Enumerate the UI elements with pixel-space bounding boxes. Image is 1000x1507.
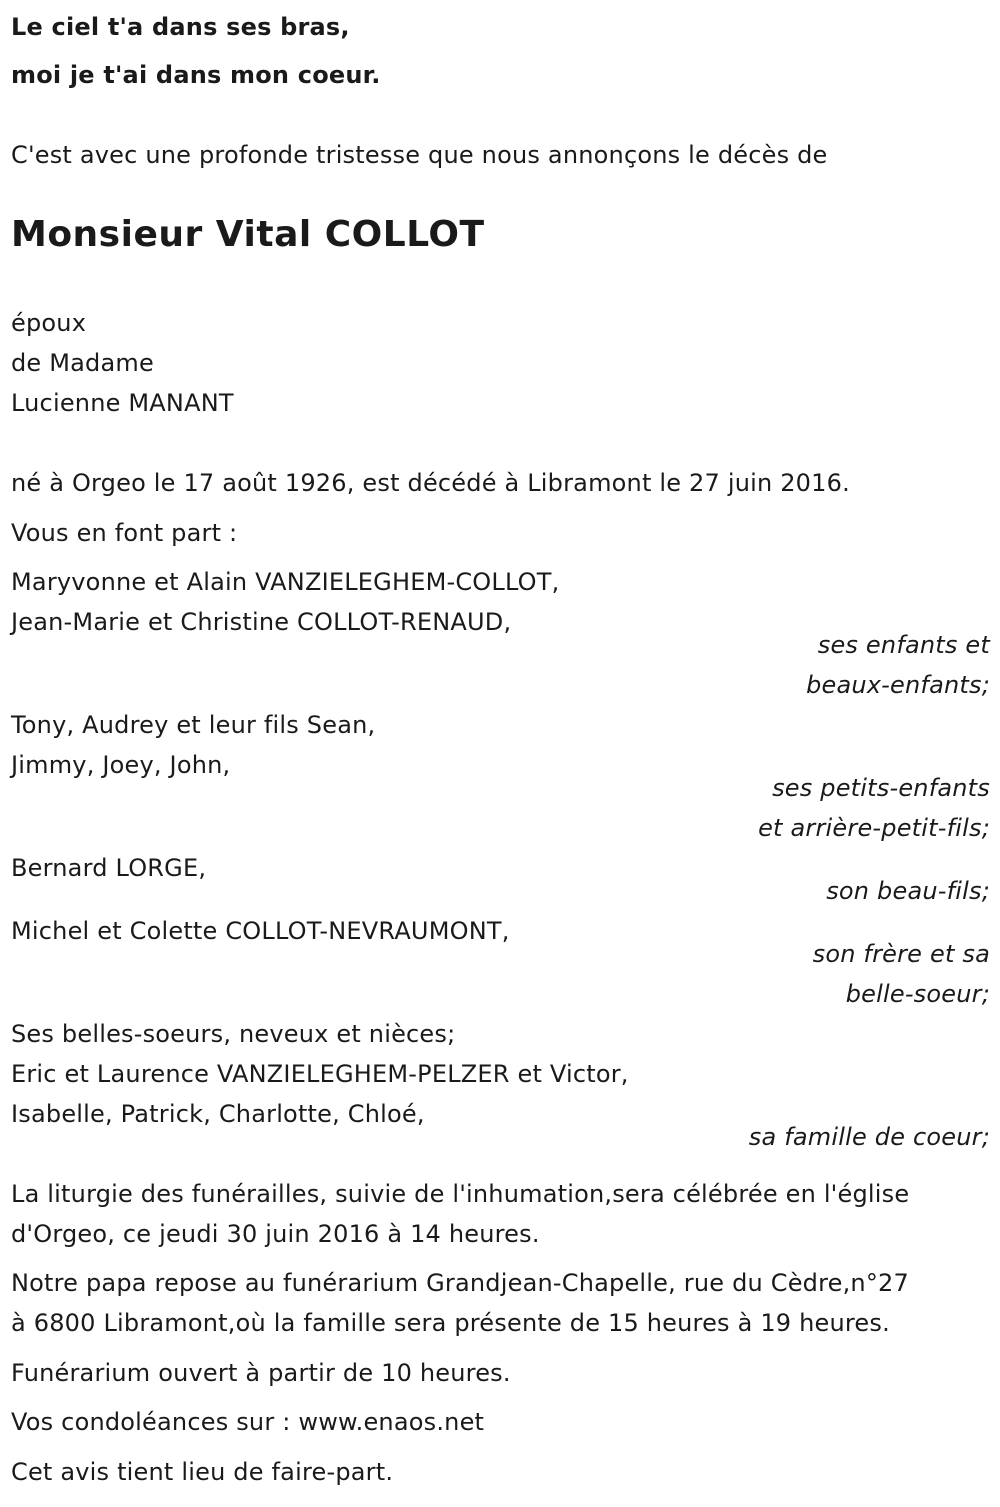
grandchildren-relation-1: ses petits-enfants (772, 774, 990, 802)
siblings-relation-2: belle-soeur; (845, 980, 990, 1008)
stepson-relation: son beau-fils; (826, 877, 990, 905)
opening-hours: Funérarium ouvert à partir de 10 heures. (11, 1359, 511, 1387)
deceased-name: Monsieur Vital COLLOT (11, 214, 485, 255)
ceremony-line-2: d'Orgeo, ce jeudi 30 juin 2016 à 14 heures. (11, 1220, 540, 1248)
spouse-line-2: de Madame (11, 349, 154, 377)
epigraph-line-1: Le ciel t'a dans ses bras, (11, 13, 350, 41)
stepson-name: Bernard LORGE, (11, 854, 207, 882)
grandchildren-name-1: Tony, Audrey et leur fils Sean, (11, 711, 376, 739)
grandchildren-relation-2: et arrière-petit-fils; (758, 814, 990, 842)
condolences-label: Vos condoléances sur : (11, 1408, 299, 1436)
condolences-link[interactable]: www.enaos.net (298, 1408, 485, 1436)
spouse-line-3: Lucienne MANANT (11, 389, 234, 417)
children-name-2: Jean-Marie et Christine COLLOT-RENAUD, (11, 608, 512, 636)
heart-family-name-3: Isabelle, Patrick, Charlotte, Chloé, (11, 1100, 425, 1128)
ceremony-line-1: La liturgie des funérailles, suivie de l'inhumation,sera célébrée en l'église (11, 1180, 910, 1208)
siblings-name: Michel et Colette COLLOT-NEVRAUMONT, (11, 917, 510, 945)
heart-family-name-1: Ses belles-soeurs, neveux et nièces; (11, 1020, 456, 1048)
birth-death-text: né à Orgeo le 17 août 1926, est décédé à Libramont le 27 juin 2016. (11, 469, 850, 497)
condolences-line (11, 1407, 484, 1437)
children-relation-1: ses enfants et (817, 631, 990, 659)
siblings-relation-1: son frère et sa (812, 940, 990, 968)
children-relation-2: beaux-enfants; (806, 671, 990, 699)
children-name-1: Maryvonne et Alain VANZIELEGHEM-COLLOT, (11, 568, 560, 596)
epigraph-line-2: moi je t'ai dans mon coeur. (11, 61, 381, 89)
spouse-line-1: époux (11, 309, 87, 337)
intro-text: C'est avec une profonde tristesse que nous annonçons le décès de (11, 141, 828, 169)
funeral-home-line-2: à 6800 Libramont,où la famille sera présente de 15 heures à 19 heures. (11, 1309, 890, 1337)
heart-family-name-2: Eric et Laurence VANZIELEGHEM-PELZER et Victor, (11, 1060, 629, 1088)
notice-text: Cet avis tient lieu de faire-part. (11, 1458, 394, 1486)
heart-family-relation: sa famille de coeur; (748, 1123, 990, 1151)
announcers-intro: Vous en font part : (11, 519, 238, 547)
funeral-home-line-1: Notre papa repose au funérarium Grandjean-Chapelle, rue du Cèdre,n°27 (11, 1269, 909, 1297)
grandchildren-name-2: Jimmy, Joey, John, (11, 751, 231, 779)
